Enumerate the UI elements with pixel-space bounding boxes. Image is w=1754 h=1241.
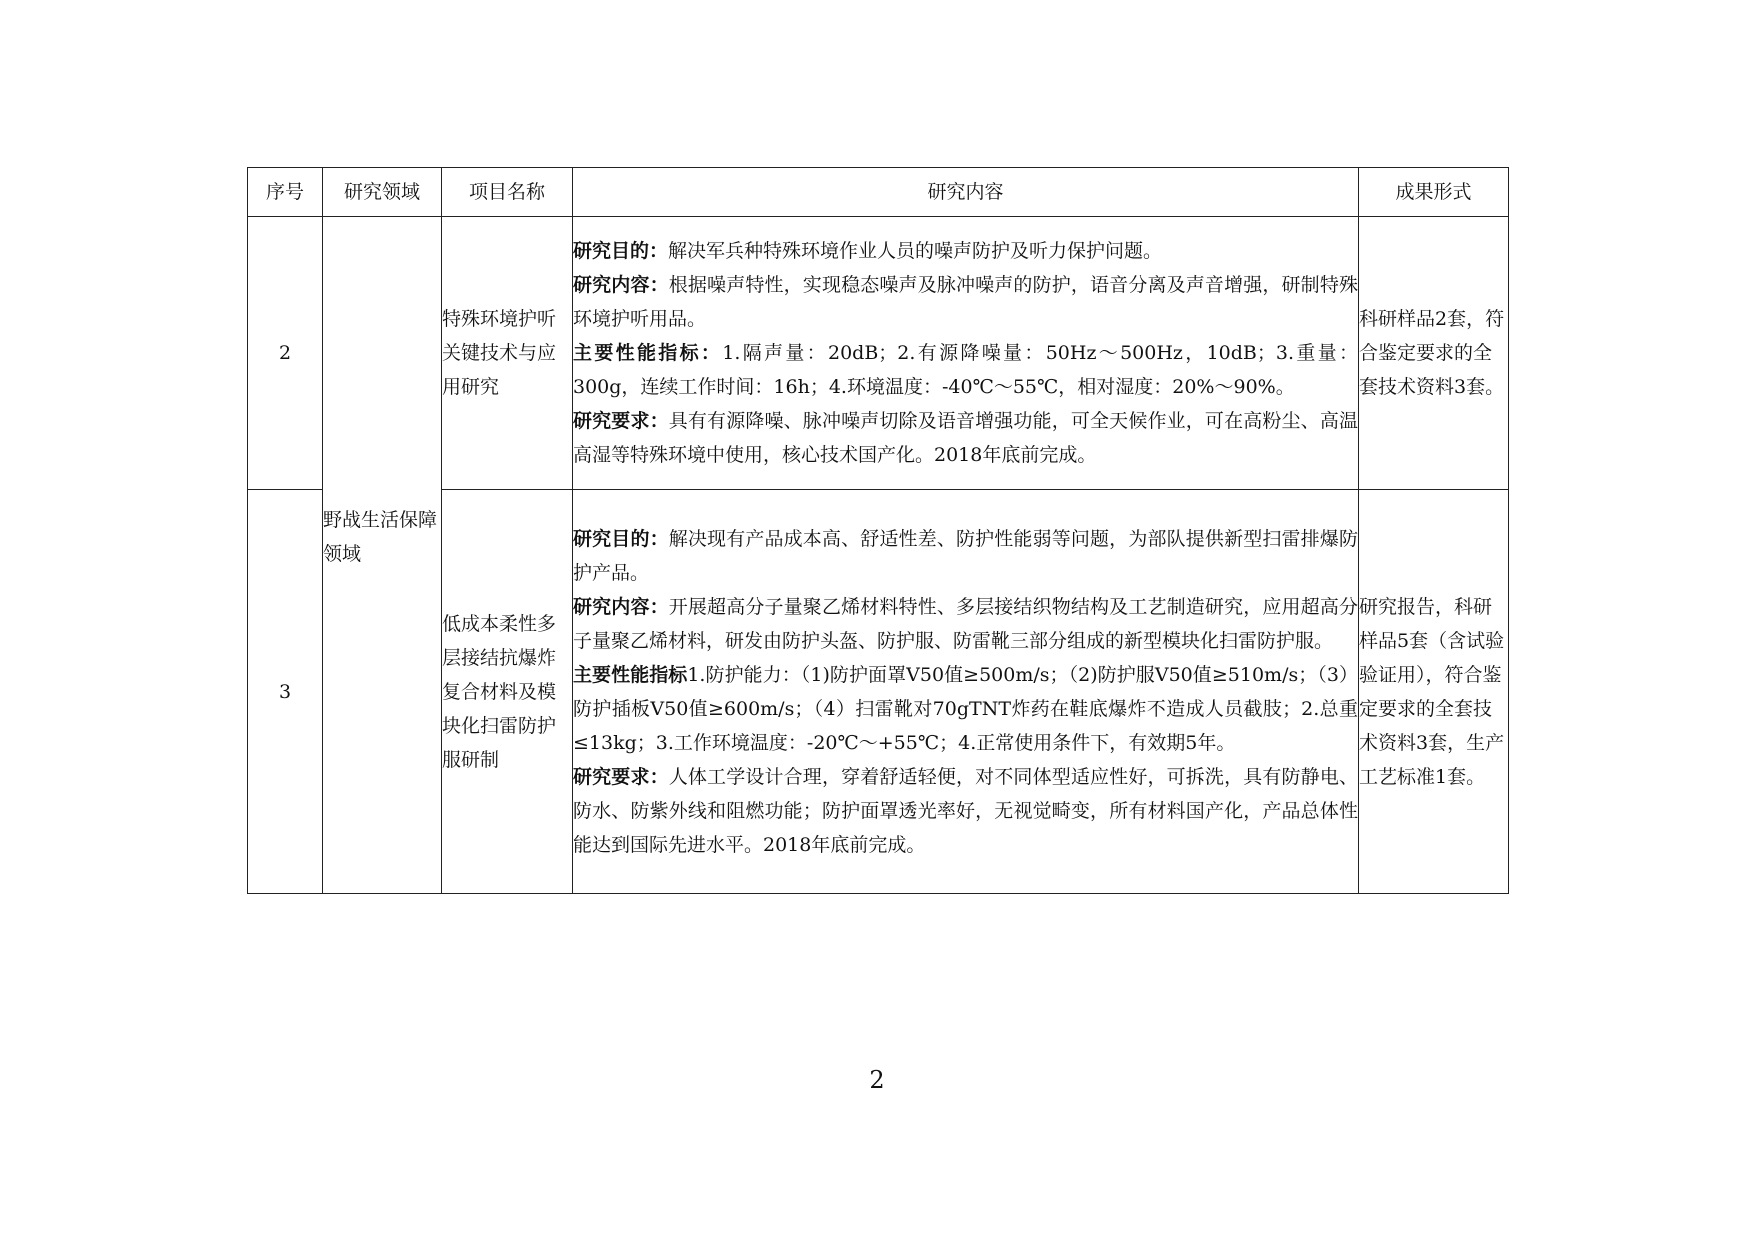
header-result: 成果形式 <box>1359 168 1509 217</box>
row-number: 2 <box>248 217 323 490</box>
result-form: 科研样品2套，符合鉴定要求的全套技术资料3套。 <box>1359 217 1509 490</box>
indicators-text: 1.隔声量：20dB；2.有源降噪量：50Hz～500Hz，10dB；3.重量：300g，连续工作时间：16h；4.环境温度：-40℃～55℃，相对湿度：20%～90%。 <box>573 342 1358 398</box>
content-text: 根据噪声特性，实现稳态噪声及脉冲噪声的防护，语音分离及声音增强，研制特殊环境护听用品。 <box>573 274 1358 330</box>
research-content-cell <box>573 217 1359 490</box>
table-row <box>248 217 1509 490</box>
purpose-label: 研究目的： <box>573 527 669 550</box>
indicators-paragraph <box>573 336 1358 404</box>
table-header-row <box>248 168 1509 217</box>
purpose-paragraph <box>573 234 1358 268</box>
indicators-paragraph <box>573 658 1358 760</box>
requirements-text: 人体工学设计合理，穿着舒适轻便，对不同体型适应性好，可拆洗，具有防静电、防水、防紫外线和阻燃功能；防护面罩透光率好，无视觉畸变，所有材料国产化，产品总体性能达到国际先进水平。2018年底前完成。 <box>573 765 1358 856</box>
requirements-paragraph <box>573 760 1358 862</box>
content-label: 研究内容： <box>573 595 669 618</box>
header-name: 项目名称 <box>442 168 573 217</box>
header-no: 序号 <box>248 168 323 217</box>
project-table <box>247 167 1509 894</box>
content-paragraph <box>573 268 1358 336</box>
page-number: 2 <box>869 1066 885 1094</box>
indicators-label: 主要性能指标： <box>573 342 723 364</box>
research-field-cell <box>323 217 442 894</box>
content-paragraph <box>573 590 1358 658</box>
purpose-label: 研究目的： <box>573 240 669 262</box>
indicators-label: 主要性能指标 <box>573 663 688 686</box>
research-content-cell <box>573 490 1359 894</box>
purpose-paragraph <box>573 522 1358 590</box>
indicators-text: 1.防护能力：（1)防护面罩V50值≥500m/s；（2)防护服V50值≥510m/s；（3）防护插板V50值≥600m/s；（4）扫雷靴对70gTNT炸药在鞋底爆炸不造成人员截肢；2.总重≤13kg；3.工作环境温度：-20℃～+55℃；4.正常使用条件下，有效期5年。 <box>573 663 1358 754</box>
requirements-label: 研究要求： <box>573 765 669 788</box>
purpose-text: 解决现有产品成本高、舒适性差、防护性能弱等问题，为部队提供新型扫雷排爆防护产品。 <box>573 527 1358 584</box>
content-label: 研究内容： <box>573 274 669 296</box>
project-name: 特殊环境护听关键技术与应用研究 <box>442 217 573 490</box>
result-form: 研究报告，科研样品5套（含试验验证用），符合鉴定要求的全套技术资料3套，生产工艺标准1套。 <box>1359 490 1509 894</box>
header-field: 研究领域 <box>323 168 442 217</box>
requirements-paragraph <box>573 404 1358 472</box>
purpose-text: 解决军兵种特殊环境作业人员的噪声防护及听力保护问题。 <box>668 240 1163 262</box>
header-content: 研究内容 <box>573 168 1359 217</box>
requirements-text: 具有有源降噪、脉冲噪声切除及语音增强功能，可全天候作业，可在高粉尘、高温高湿等特殊环境中使用，核心技术国产化。2018年底前完成。 <box>573 410 1358 466</box>
research-field-text: 野战生活保障领域 <box>323 509 438 565</box>
requirements-label: 研究要求： <box>573 410 669 432</box>
row-number: 3 <box>248 490 323 894</box>
content-text: 开展超高分子量聚乙烯材料特性、多层接结织物结构及工艺制造研究，应用超高分子量聚乙烯材料，研发由防护头盔、防护服、防雷靴三部分组成的新型模块化扫雷防护服。 <box>573 595 1358 652</box>
project-name: 低成本柔性多层接结抗爆炸复合材料及模块化扫雷防护服研制 <box>442 490 573 894</box>
